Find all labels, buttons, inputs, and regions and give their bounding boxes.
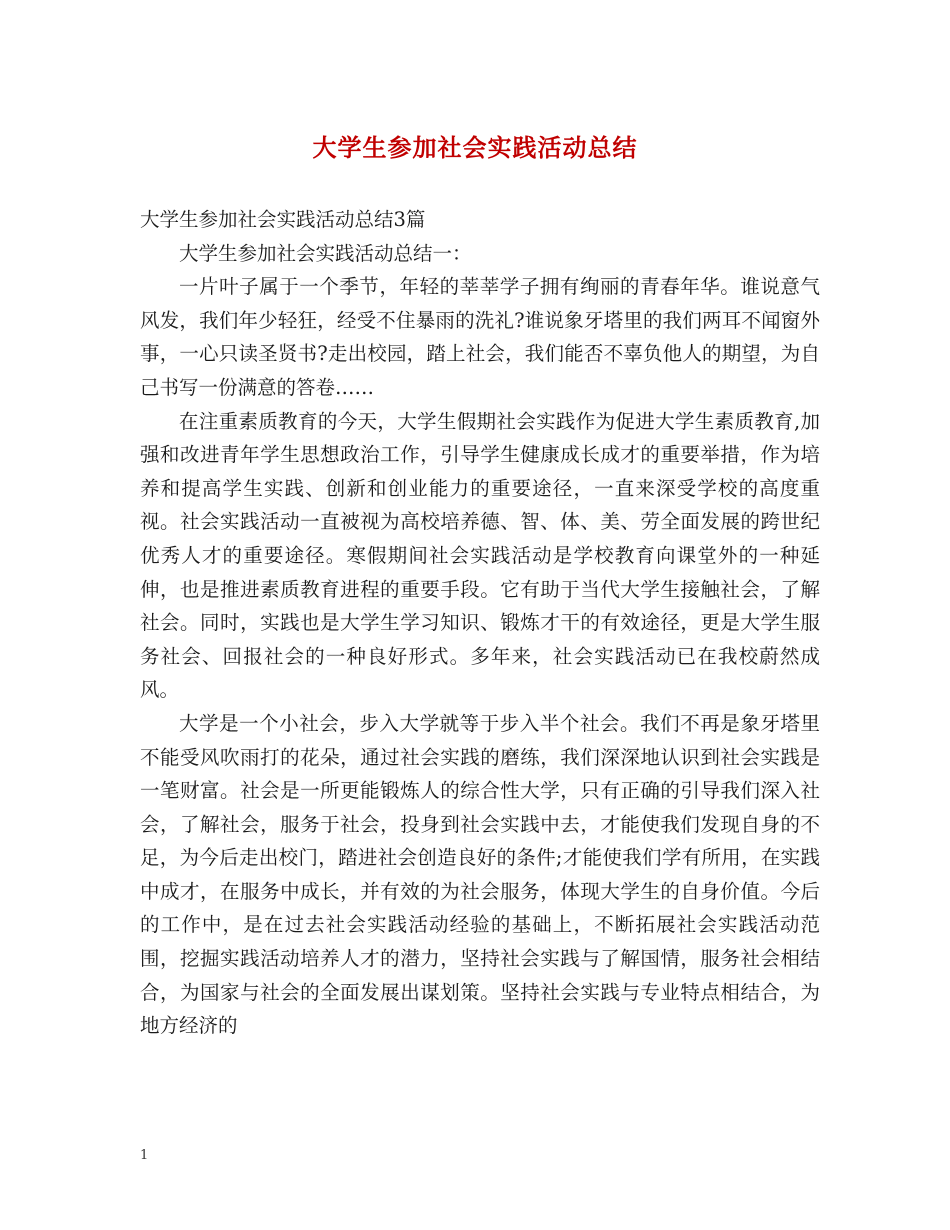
paragraph-3: 大学是一个小社会，步入大学就等于步入半个社会。我们不再是象牙塔里不能受风吹雨打的花朵，通过社会实践的磨练，我们深深地认识到社会实践是一笔财富。社会是一所更能锻炼人的综合性大学，只有正确的引导我们深入社会，了解社会，服务于社会，投身到社会实践中去，才能使我们发现自身的不足，为今后走出校门，踏进社会创造良好的条件;才能使我们学有所用，在实践中成才，在服务中成长，并有效的为社会服务，体现大学生的自身价值。今后的工作中，是在过去社会实践活动经验的基础上，不断拓展社会实践活动范围，挖掘实践活动培养人才的潜力，坚持社会实践与了解国情，服务社会相结合，为国家与社会的全面发展出谋划策。坚持社会实践与专业特点相结合，为地方经济的 — [140, 711, 820, 1038]
document-title: 大学生参加社会实践活动总结 — [312, 134, 638, 162]
paragraph-1: 一片叶子属于一个季节，年轻的莘莘学子拥有绚丽的青春年华。谁说意气风发，我们年少轻狂，经受不住暴雨的洗礼?谁说象牙塔里的我们两耳不闻窗外事，一心只读圣贤书?走出校园，踏上社会，我们能否不辜负他人的期望，为自己书写一份满意的答卷…… — [140, 275, 820, 399]
page-number: 1 — [140, 1148, 149, 1163]
document-subtitle: 大学生参加社会实践活动总结3篇 — [140, 208, 426, 231]
paragraph-2: 在注重素质教育的今天，大学生假期社会实践作为促进大学生素质教育,加强和改进青年学生思想政治工作，引导学生健康成长成才的重要举措，作为培养和提高学生实践、创新和创业能力的重要途径，一直来深受学校的高度重视。社会实践活动一直被视为高校培养德、智、体、美、劳全面发展的跨世纪优秀人才的重要途径。寒假期间社会实践活动是学校教育向课堂外的一种延伸，也是推进素质教育进程的重要手段。它有助于当代大学生接触社会，了解社会。同时，实践也是大学生学习知识、锻炼才干的有效途径，更是大学生服务社会、回报社会的一种良好形式。多年来，社会实践活动已在我校蔚然成风。 — [140, 409, 820, 702]
section-heading: 大学生参加社会实践活动总结一： — [179, 241, 472, 265]
document-body — [140, 203, 820, 1043]
